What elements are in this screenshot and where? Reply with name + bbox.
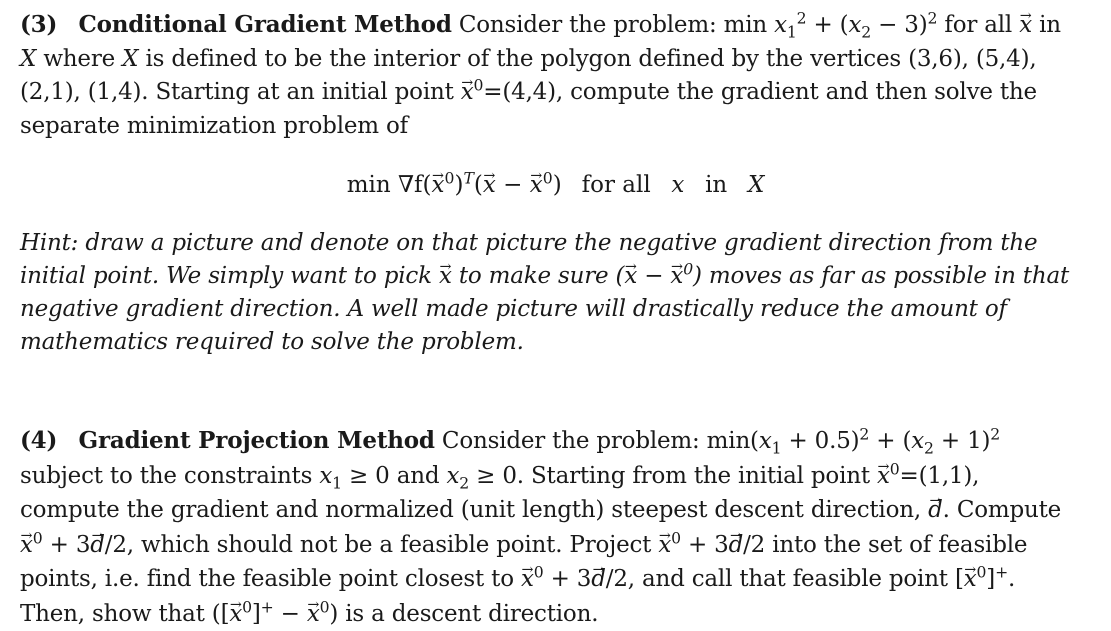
problem-4-paragraph: (4) Gradient Projection Method Consider the problem: $\min(x_1 + 0.5)^2 + (x_2 + 1)^2$ subject to the constraints $x_1 \ge 0$ and $x_2 \ge 0$. Starting from the initial point → $x^0=(1,1)$, compute the gradient and normalized (unit length) steepest descent direction, → d. Compute → $x^0 + 3\to d/2$, which should not be a feasible point. Project → $x^0 + 3\to d/2$ into the set of feasible points, i.e. find the feasible point closest to → $x^0 + 3\to d/2$, and call that feasible point [→ $x^0]^+$. Then, show that ([→ $x^0]^+$ − → $x^0$) is a descent direction. — [20, 424, 1080, 631]
hint-text: to make sure ( — [458, 263, 625, 289]
equation-set-x: X — [747, 172, 765, 198]
problem-4-text: into the set of feasible points, i.e. find the feasible point closest to — [20, 531, 1028, 592]
equation-gradient: ∇f( — [397, 172, 432, 198]
problem-4-text: . Then, show that ( — [20, 566, 1016, 627]
initial-point-symbol: → $x^0$ — [461, 79, 484, 105]
problem-3-title: Conditional Gradient Method — [78, 11, 452, 38]
equation-in: in — [705, 172, 728, 198]
equation-for-all: for all — [581, 172, 651, 198]
problem-3-number: (3) — [20, 11, 58, 38]
objective-formula: $x_1^2 + (x_2 - 3)^2$ — [774, 8, 938, 42]
problem-4-text: ) is a descent direction. — [329, 600, 599, 627]
problem-4-text: and — [396, 462, 440, 489]
set-x: X — [122, 45, 139, 72]
hint-paragraph: Hint: draw a picture and denote on that picture the negative gradient direction from the initial point. We simply want to pick → x to make sure (→ x − → $x^0$) moves as far as possible in that negative gradient direction. A well made picture will drastically reduce the amount of mathematics required to solve the problem. — [20, 227, 1080, 359]
problem-3-text: =(4,4), compute the gradient and then solve the separate minimization problem of — [20, 79, 1037, 139]
problem-3-paragraph — [20, 8, 1080, 143]
set-x: X — [20, 45, 37, 72]
minimization-equation: $\min \nabla f(\to x^0)^T(\to x$ − → $x^0$) for all x in X — [0, 168, 1111, 202]
problem-3-text: where — [43, 45, 116, 72]
problem-4-text: , which should not be a feasible point. Project — [126, 531, 652, 558]
equation-x: x — [671, 172, 685, 198]
problem-3-text: for all — [944, 12, 1013, 38]
problem-3-text: in — [1039, 12, 1061, 38]
problem-3-text: is defined to be the interior of the polygon defined by the vertices (3,6), (5,4), (2,1), (1,4). Starting at an initial point — [20, 45, 1037, 105]
hint-text: ) moves as far as possible in that negative gradient direction. A well made picture will drastically reduce the amount of mathematics required to solve the problem. — [20, 263, 1070, 355]
problem-4-text: , and call that feasible point — [627, 566, 948, 592]
problem-4-title: Gradient Projection Method — [78, 427, 435, 454]
problem-4-number: (4) — [20, 427, 58, 454]
equation-min: min — [346, 172, 391, 198]
problem-4-text: subject to the constraints — [20, 462, 313, 489]
problem-3-text: Consider the problem: min — [458, 12, 767, 38]
problem-4-text: Consider the problem: min( — [441, 428, 759, 454]
problem-4-text: . Compute — [942, 497, 1062, 523]
problem-4-text: . Starting from the initial point — [516, 462, 870, 489]
hint-label: Hint: — [20, 230, 79, 256]
vector-x: → x — [1019, 9, 1032, 43]
problem-4-text: =(1,1), compute the gradient and normalized (unit length) steepest descent direction, — [20, 462, 980, 523]
hint-text: draw a picture and denote on that picture the negative gradient direction from the initial point. We simply want to pick — [20, 230, 1038, 289]
